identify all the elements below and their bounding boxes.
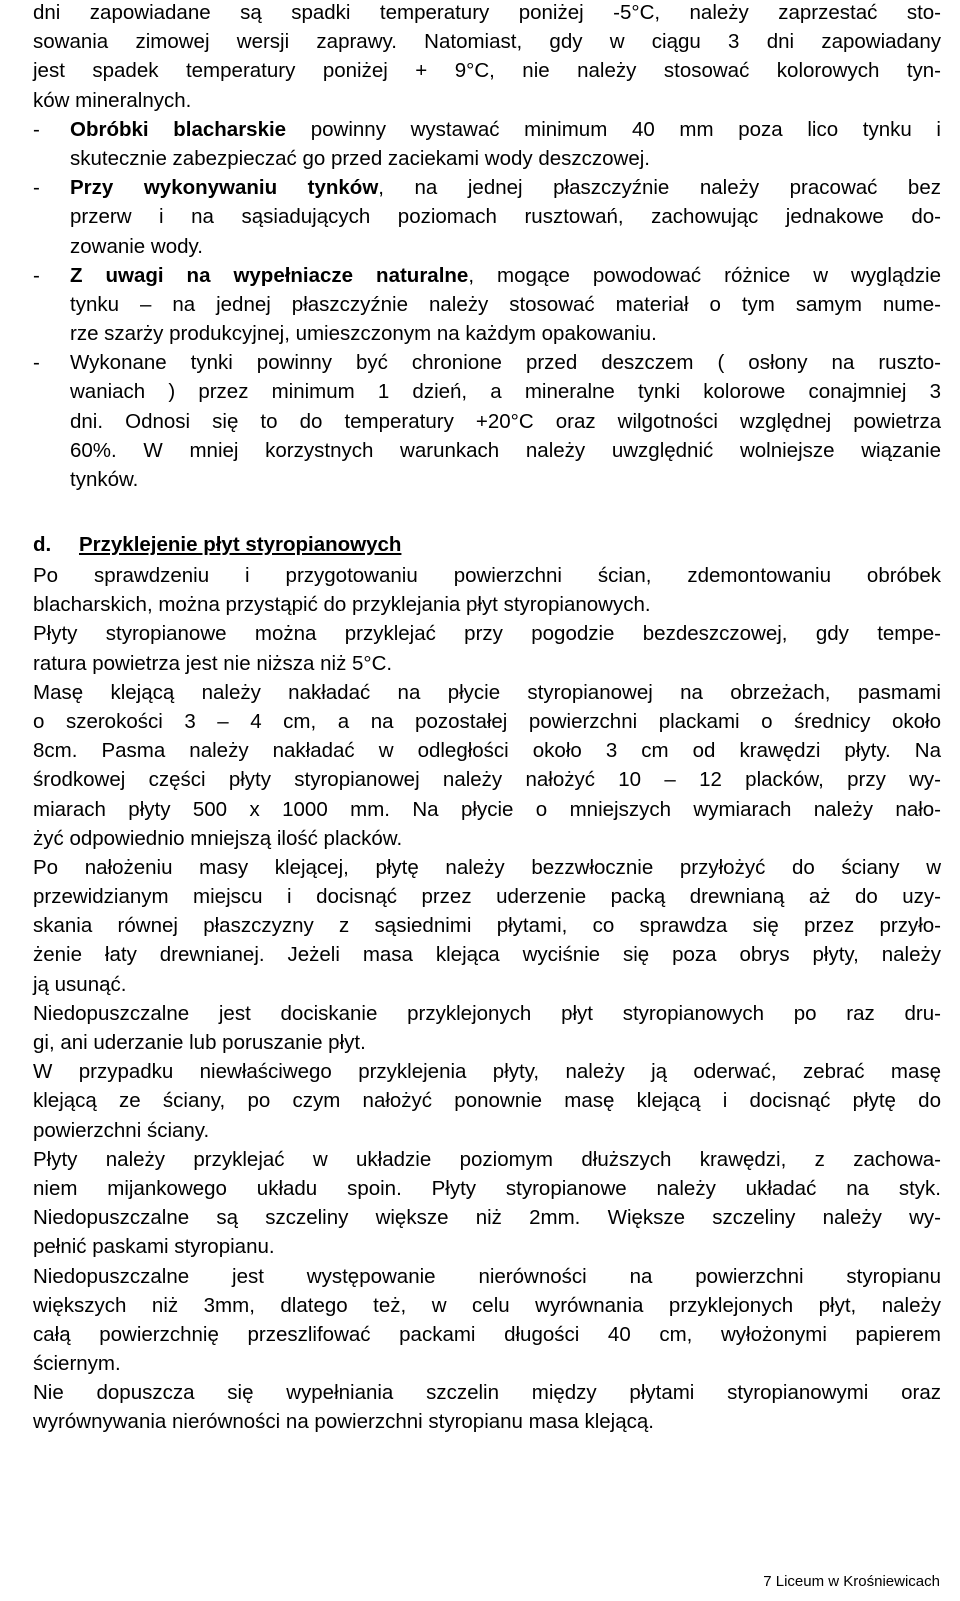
bullet-item-line: dni. Odnosi się to do temperatury +20°C oraz wilgotności względnej powietrza — [70, 409, 941, 433]
bullet-dash: - — [33, 351, 40, 375]
paragraph-line: Płyty styropianowe można przyklejać przy pogodzie bezdeszczowej, gdy tempe- — [33, 622, 941, 646]
paragraph-line: Płyty należy przyklejać w układzie poziomym dłuższych krawędzi, z zachowa- — [33, 1147, 941, 1171]
paragraph-line: skania równej płaszczyzny z sąsiednimi płytami, co sprawdza się przez przyło- — [33, 914, 941, 938]
paragraph-line: 8cm. Pasma należy nakładać w odległości około 3 cm od krawędzi płyty. Na — [33, 739, 941, 763]
section-letter: d. — [33, 533, 52, 556]
bullet-item-line: tynku – na jednej płaszczyźnie należy stosować materiał o tym samym nume- — [70, 292, 941, 316]
paragraph-line: gi, ani uderzanie lub poruszanie płyt. — [33, 1031, 366, 1054]
bullet-dash: - — [33, 176, 40, 200]
bullet-bold-lead: Z uwagi na wypełniacze naturalne — [70, 263, 469, 287]
paragraph-line: przewidzianym miejscu i docisnąć przez uderzenie packą drewnianą aż do uzy- — [33, 885, 941, 909]
bullet-item-first-line — [33, 348, 941, 377]
paragraph-line: ratura powietrza jest nie niższa niż 5°C. — [33, 651, 393, 675]
paragraph-line: Po sprawdzeniu i przygotowaniu powierzchni ścian, zdemontowaniu obróbek — [33, 564, 941, 587]
paragraph-line: miarach płyty 500 x 1000 mm. Na płycie o mniejszych wymiarach należy nało- — [33, 797, 941, 821]
paragraph-line: Niedopuszczalne jest występowanie nierówności na powierzchni styropianu — [33, 1264, 941, 1288]
top-section — [33, 0, 941, 494]
bullet-dash: - — [33, 117, 40, 141]
bullet-item-line: rze szarży produkcyjnej, umieszczonym na każdym opakowaniu. — [70, 322, 657, 346]
paragraph-line: Nie dopuszcza się wypełniania szczelin między płytami styropianowymi oraz — [33, 1381, 941, 1405]
bullet-item-line: zowanie wody. — [70, 234, 203, 258]
paragraph-line: pełnić paskami styropianu. — [33, 1235, 275, 1259]
section-body — [33, 561, 941, 1437]
text-line: jest spadek temperatury poniżej + 9°C, nie należy stosować kolorowych tyn- — [33, 59, 941, 83]
bullet-item-line: 60%. W mniej korzystnych warunkach należy uwzględnić wolniejsze wiązanie — [70, 438, 941, 462]
bullet-bold-lead: Obróbki blacharskie — [70, 117, 287, 141]
paragraph-line: większych niż 3mm, dlatego też, w celu wyrównania przyklejonych płyt, należy — [33, 1293, 941, 1317]
bullet-text: powinny wystawać minimum 40 mm poza lico tynku i — [286, 117, 941, 141]
paragraph-line: blacharskich, można przystąpić do przyklejania płyt styropianowych. — [33, 593, 651, 617]
text-line: dni zapowiadane są spadki temperatury poniżej -5°C, należy zaprzestać sto- — [33, 1, 941, 24]
paragraph-line: klejącą ze ściany, po czym nałożyć ponownie masę klejącą i docisnąć płytę do — [33, 1089, 941, 1113]
section-heading — [33, 530, 401, 559]
paragraph-line: żenie łaty drewnianej. Jeżeli masa klejąca wyciśnie się poza obrys płyty, należy — [33, 943, 941, 967]
bullet-item-line: tynków. — [70, 468, 139, 491]
bullet-item-line: skutecznie zabezpieczać go przed zaciekami wody deszczowej. — [70, 146, 650, 170]
paragraph-line: ją usunąć. — [33, 972, 127, 996]
bullet-item-line: waniach ) przez minimum 1 dzień, a mineralne tynki kolorowe conajmniej 3 — [70, 380, 941, 404]
paragraph-line: żyć odpowiednio mniejszą ilość placków. — [33, 826, 403, 850]
page-footer: 7 Liceum w Krośniewicach — [763, 1573, 940, 1590]
paragraph-line: o szerokości 3 – 4 cm, a na pozostałej powierzchni plackami o średnicy około — [33, 709, 941, 733]
bullet-text: Wykonane tynki powinny być chronione przed deszczem ( osłony na ruszto- — [70, 351, 941, 375]
bullet-item-first-line — [33, 173, 941, 202]
paragraph-line: wyrównywania nierówności na powierzchni styropianu masa klejącą. — [33, 1410, 654, 1434]
bullet-item-first-line — [33, 115, 941, 144]
paragraph-line: powierzchni ściany. — [33, 1118, 210, 1142]
paragraph-line: Po nałożeniu masy klejącej, płytę należy bezzwłocznie przyłożyć do ściany w — [33, 855, 941, 879]
bullet-bold-lead: Przy wykonywaniu tynków — [70, 176, 379, 200]
bullet-dash: - — [33, 263, 40, 287]
paragraph-line: Niedopuszczalne jest dociskanie przyklejonych płyt styropianowych po raz dru- — [33, 1001, 941, 1025]
paragraph-line: niem mijankowego układu spoin. Płyty styropianowe należy układać na styk. — [33, 1176, 941, 1200]
bullet-item-line: przerw i na sąsiadujących poziomach rusztowań, zachowując jednakowe do- — [70, 205, 941, 229]
paragraph-line: środkowej części płyty styropianowej należy nałożyć 10 – 12 placków, przy wy- — [33, 768, 941, 792]
bullet-text: , na jednej płaszczyźnie należy pracować bez — [378, 176, 941, 200]
text-line: sowania zimowej wersji zaprawy. Natomiast, gdy w ciągu 3 dni zapowiadany — [33, 30, 941, 54]
bullet-text: , mogące powodować różnice w wyglądzie — [468, 263, 941, 287]
paragraph-line: całą powierzchnię przeszlifować packami długości 40 cm, wyłożonymi papierem — [33, 1322, 941, 1346]
section-title: Przyklejenie płyt styropianowych — [79, 533, 402, 556]
paragraph-line: ściernym. — [33, 1352, 121, 1376]
paragraph-line: Masę klejącą należy nakładać na płycie styropianowej na obrzeżach, pasmami — [33, 680, 941, 704]
text-line: ków mineralnych. — [33, 88, 192, 112]
paragraph-line: Niedopuszczalne są szczeliny większe niż 2mm. Większe szczeliny należy wy- — [33, 1206, 941, 1230]
paragraph-line: W przypadku niewłaściwego przyklejenia płyty, należy ją oderwać, zebrać masę — [33, 1060, 941, 1084]
bullet-item-first-line — [33, 261, 941, 290]
